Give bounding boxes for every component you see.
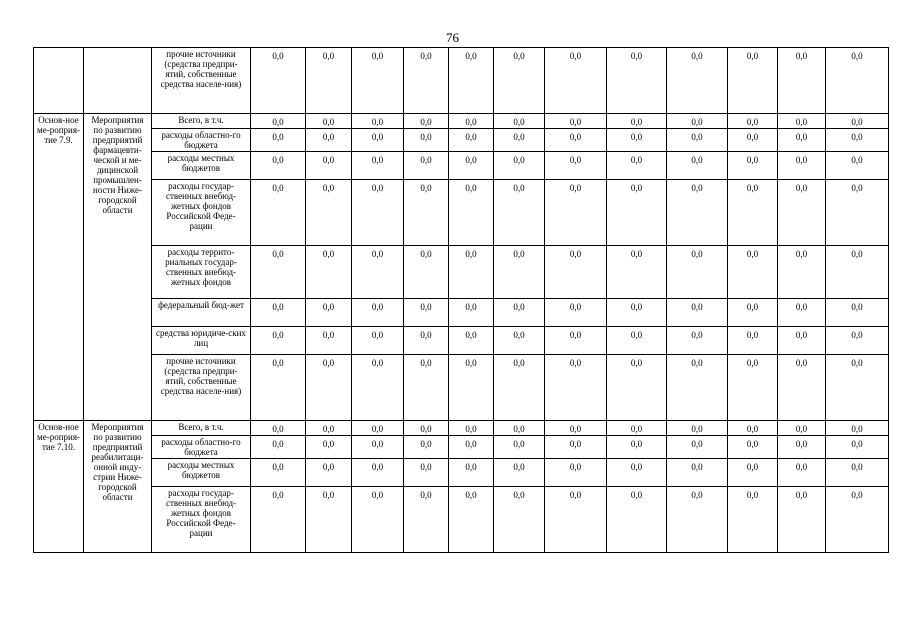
value-cell: 0,0: [826, 180, 889, 246]
value-cell: 0,0: [306, 152, 352, 180]
table-row: [34, 299, 889, 327]
value-cell: 0,0: [667, 180, 728, 246]
value-cell: 0,0: [826, 436, 889, 459]
value-cell: 0,0: [607, 152, 667, 180]
funding-source: расходы областно-го бюджета: [152, 436, 251, 459]
value-cell: 0,0: [306, 459, 352, 487]
value-cell: 0,0: [352, 48, 404, 114]
value-cell: 0,0: [251, 355, 306, 421]
value-cell: 0,0: [728, 152, 778, 180]
value-cell: 0,0: [251, 487, 306, 553]
financing-table: [33, 47, 889, 553]
table-body: [34, 48, 889, 553]
value-cell: 0,0: [306, 327, 352, 355]
value-cell: 0,0: [404, 327, 449, 355]
value-cell: 0,0: [251, 459, 306, 487]
value-cell: 0,0: [667, 152, 728, 180]
funding-source: расходы областно-го бюджета: [152, 129, 251, 152]
value-cell: 0,0: [607, 436, 667, 459]
value-cell: 0,0: [306, 487, 352, 553]
value-cell: 0,0: [404, 299, 449, 327]
value-cell: 0,0: [251, 129, 306, 152]
value-cell: 0,0: [778, 152, 826, 180]
value-cell: 0,0: [545, 355, 607, 421]
value-cell: 0,0: [607, 299, 667, 327]
value-cell: 0,0: [404, 421, 449, 436]
value-cell: 0,0: [306, 114, 352, 129]
table-row: [34, 487, 889, 553]
value-cell: 0,0: [667, 487, 728, 553]
value-cell: 0,0: [251, 299, 306, 327]
value-cell: 0,0: [494, 180, 545, 246]
funding-source: прочие источники (средства предпри-ятий, собственные средства населе-ния): [152, 355, 251, 421]
value-cell: 0,0: [778, 246, 826, 299]
table-row: [34, 421, 889, 436]
value-cell: 0,0: [251, 180, 306, 246]
value-cell: 0,0: [545, 421, 607, 436]
value-cell: 0,0: [449, 114, 494, 129]
value-cell: 0,0: [778, 421, 826, 436]
value-cell: 0,0: [404, 48, 449, 114]
value-cell: 0,0: [494, 299, 545, 327]
value-cell: 0,0: [306, 48, 352, 114]
value-cell: 0,0: [607, 48, 667, 114]
value-cell: 0,0: [607, 246, 667, 299]
funding-source: Всего, в т.ч.: [152, 421, 251, 436]
value-cell: 0,0: [778, 436, 826, 459]
value-cell: 0,0: [449, 327, 494, 355]
value-cell: 0,0: [352, 129, 404, 152]
value-cell: 0,0: [251, 48, 306, 114]
value-cell: 0,0: [826, 421, 889, 436]
value-cell: 0,0: [728, 48, 778, 114]
value-cell: 0,0: [306, 421, 352, 436]
value-cell: 0,0: [494, 436, 545, 459]
table-row: [34, 436, 889, 459]
funding-source: средства юридиче-ских лиц: [152, 327, 251, 355]
value-cell: 0,0: [494, 459, 545, 487]
funding-source: расходы террито-риальных государ-ственных внебюд-жетных фондов: [152, 246, 251, 299]
value-cell: 0,0: [404, 114, 449, 129]
value-cell: 0,0: [545, 299, 607, 327]
value-cell: 0,0: [404, 152, 449, 180]
table-row: [34, 152, 889, 180]
value-cell: 0,0: [667, 48, 728, 114]
funding-source: Всего, в т.ч.: [152, 114, 251, 129]
measure-name: Мероприятия по развитию предприятий фармацевти-ческой и ме-дицинской промышлен-ности Ниже-городской области: [84, 114, 152, 421]
value-cell: 0,0: [494, 355, 545, 421]
value-cell: 0,0: [251, 436, 306, 459]
value-cell: 0,0: [306, 299, 352, 327]
value-cell: 0,0: [607, 129, 667, 152]
value-cell: 0,0: [667, 327, 728, 355]
value-cell: 0,0: [607, 421, 667, 436]
value-cell: 0,0: [404, 180, 449, 246]
value-cell: 0,0: [545, 246, 607, 299]
value-cell: 0,0: [826, 487, 889, 553]
value-cell: 0,0: [728, 180, 778, 246]
value-cell: 0,0: [545, 48, 607, 114]
value-cell: 0,0: [449, 48, 494, 114]
value-cell: 0,0: [449, 436, 494, 459]
table-row: [34, 246, 889, 299]
value-cell: 0,0: [404, 459, 449, 487]
value-cell: 0,0: [352, 487, 404, 553]
value-cell: 0,0: [306, 355, 352, 421]
value-cell: 0,0: [667, 436, 728, 459]
value-cell: 0,0: [494, 246, 545, 299]
value-cell: 0,0: [449, 129, 494, 152]
value-cell: 0,0: [667, 114, 728, 129]
value-cell: 0,0: [826, 246, 889, 299]
value-cell: 0,0: [728, 421, 778, 436]
value-cell: 0,0: [352, 114, 404, 129]
value-cell: 0,0: [778, 459, 826, 487]
value-cell: 0,0: [545, 327, 607, 355]
value-cell: 0,0: [728, 129, 778, 152]
measure-name: Мероприятия по развитию предприятий реабилитаци-онной инду-стрии Ниже-городской области: [84, 421, 152, 553]
value-cell: 0,0: [545, 114, 607, 129]
value-cell: 0,0: [607, 114, 667, 129]
value-cell: 0,0: [826, 299, 889, 327]
funding-source: расходы государ-ственных внебюд-жетных фондов Российской Феде-рации: [152, 180, 251, 246]
value-cell: 0,0: [494, 421, 545, 436]
value-cell: 0,0: [306, 180, 352, 246]
value-cell: 0,0: [404, 129, 449, 152]
table-row: [34, 48, 889, 114]
value-cell: 0,0: [449, 299, 494, 327]
value-cell: 0,0: [352, 459, 404, 487]
value-cell: 0,0: [667, 246, 728, 299]
value-cell: 0,0: [826, 129, 889, 152]
value-cell: 0,0: [251, 421, 306, 436]
value-cell: 0,0: [778, 129, 826, 152]
value-cell: 0,0: [449, 487, 494, 553]
value-cell: 0,0: [494, 487, 545, 553]
value-cell: 0,0: [404, 487, 449, 553]
value-cell: 0,0: [449, 180, 494, 246]
value-cell: 0,0: [728, 355, 778, 421]
table-row: [34, 459, 889, 487]
value-cell: 0,0: [607, 327, 667, 355]
value-cell: 0,0: [728, 459, 778, 487]
value-cell: 0,0: [545, 152, 607, 180]
value-cell: 0,0: [449, 246, 494, 299]
measure-code: [34, 48, 84, 114]
funding-source: расходы местных бюджетов: [152, 459, 251, 487]
value-cell: 0,0: [352, 299, 404, 327]
value-cell: 0,0: [826, 459, 889, 487]
value-cell: 0,0: [826, 327, 889, 355]
value-cell: 0,0: [404, 355, 449, 421]
value-cell: 0,0: [826, 114, 889, 129]
value-cell: 0,0: [667, 299, 728, 327]
value-cell: 0,0: [404, 436, 449, 459]
value-cell: 0,0: [306, 129, 352, 152]
value-cell: 0,0: [607, 487, 667, 553]
funding-source: федеральный бюд-жет: [152, 299, 251, 327]
value-cell: 0,0: [778, 355, 826, 421]
value-cell: 0,0: [607, 355, 667, 421]
table-row: [34, 129, 889, 152]
value-cell: 0,0: [352, 421, 404, 436]
value-cell: 0,0: [667, 459, 728, 487]
value-cell: 0,0: [494, 129, 545, 152]
value-cell: 0,0: [404, 246, 449, 299]
value-cell: 0,0: [352, 180, 404, 246]
value-cell: 0,0: [494, 152, 545, 180]
value-cell: 0,0: [494, 114, 545, 129]
value-cell: 0,0: [545, 129, 607, 152]
value-cell: 0,0: [607, 180, 667, 246]
value-cell: 0,0: [778, 299, 826, 327]
funding-source: расходы местных бюджетов: [152, 152, 251, 180]
value-cell: 0,0: [449, 459, 494, 487]
value-cell: 0,0: [778, 48, 826, 114]
value-cell: 0,0: [449, 152, 494, 180]
value-cell: 0,0: [449, 421, 494, 436]
value-cell: 0,0: [306, 246, 352, 299]
value-cell: 0,0: [778, 487, 826, 553]
page-number: 76: [446, 30, 459, 45]
measure-code: Основ-ное ме-роприя-тие 7.10.: [34, 421, 84, 553]
value-cell: 0,0: [728, 299, 778, 327]
value-cell: 0,0: [778, 114, 826, 129]
table-row: [34, 327, 889, 355]
value-cell: 0,0: [352, 246, 404, 299]
value-cell: 0,0: [306, 436, 352, 459]
table-row: [34, 180, 889, 246]
value-cell: 0,0: [728, 327, 778, 355]
funding-source: прочие источники (средства предпри-ятий, собственные средства населе-ния): [152, 48, 251, 114]
value-cell: 0,0: [728, 487, 778, 553]
value-cell: 0,0: [251, 114, 306, 129]
value-cell: 0,0: [352, 152, 404, 180]
table-row: [34, 114, 889, 129]
funding-source: расходы государ-ственных внебюд-жетных фондов Российской Феде-рации: [152, 487, 251, 553]
value-cell: 0,0: [728, 246, 778, 299]
value-cell: 0,0: [667, 421, 728, 436]
value-cell: 0,0: [826, 48, 889, 114]
value-cell: 0,0: [251, 246, 306, 299]
value-cell: 0,0: [778, 327, 826, 355]
value-cell: 0,0: [545, 180, 607, 246]
value-cell: 0,0: [352, 327, 404, 355]
value-cell: 0,0: [667, 355, 728, 421]
value-cell: 0,0: [728, 436, 778, 459]
value-cell: 0,0: [494, 327, 545, 355]
value-cell: 0,0: [251, 152, 306, 180]
measure-name: [84, 48, 152, 114]
value-cell: 0,0: [728, 114, 778, 129]
value-cell: 0,0: [494, 48, 545, 114]
measure-code: Основ-ное ме-роприя-тие 7.9.: [34, 114, 84, 421]
value-cell: 0,0: [251, 327, 306, 355]
value-cell: 0,0: [352, 436, 404, 459]
table-row: [34, 355, 889, 421]
value-cell: 0,0: [449, 355, 494, 421]
value-cell: 0,0: [607, 459, 667, 487]
value-cell: 0,0: [545, 436, 607, 459]
value-cell: 0,0: [545, 487, 607, 553]
value-cell: 0,0: [352, 355, 404, 421]
value-cell: 0,0: [826, 152, 889, 180]
value-cell: 0,0: [826, 355, 889, 421]
value-cell: 0,0: [778, 180, 826, 246]
value-cell: 0,0: [667, 129, 728, 152]
value-cell: 0,0: [545, 459, 607, 487]
